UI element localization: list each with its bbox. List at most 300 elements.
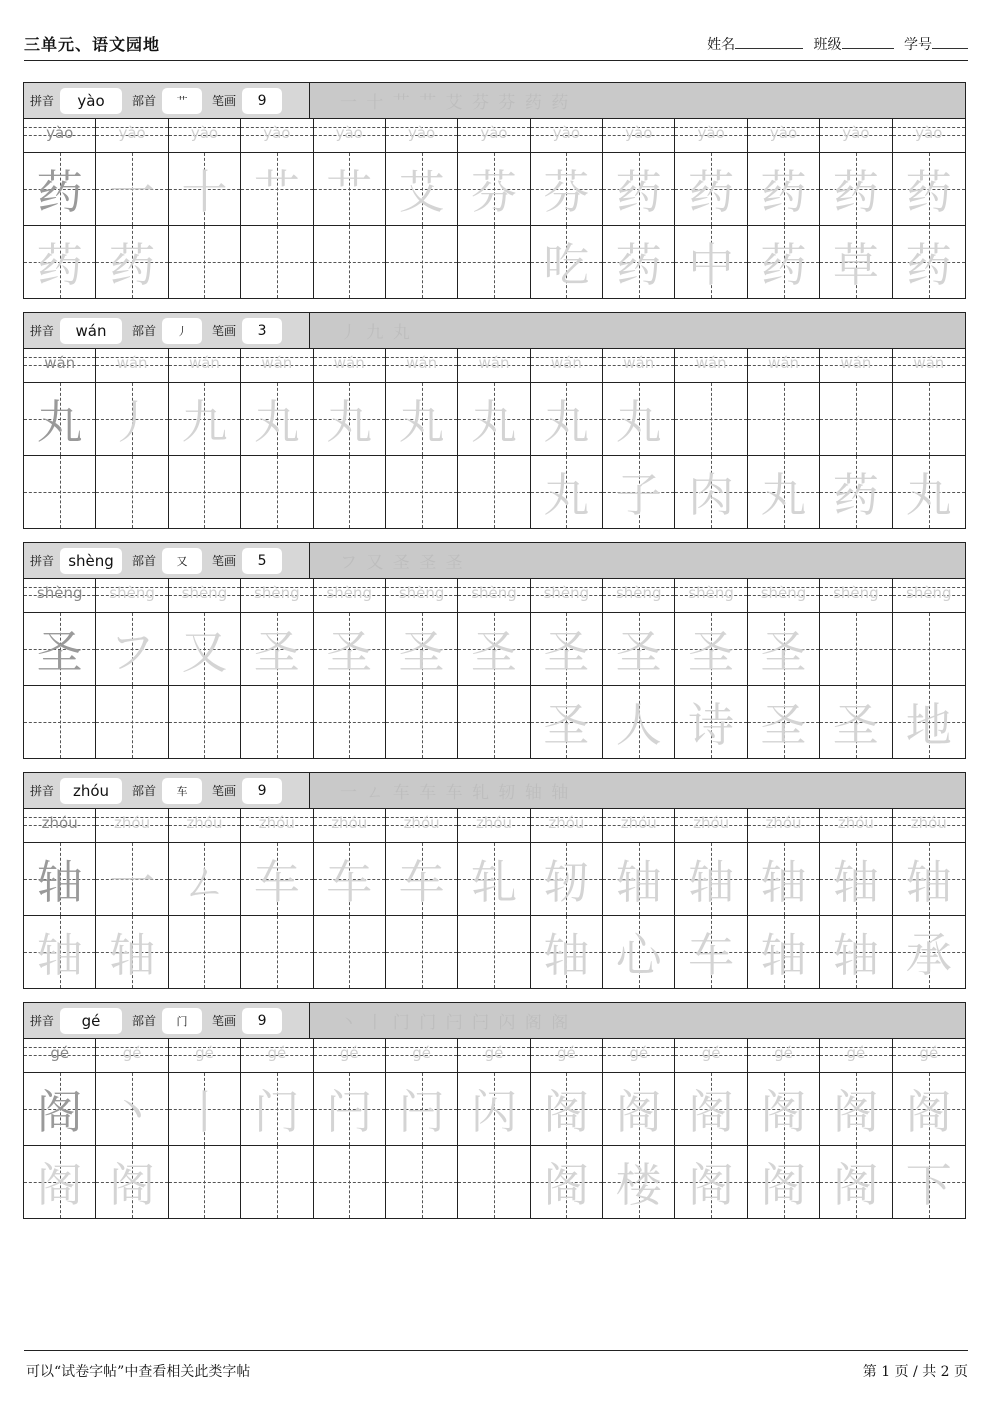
stroke-order-sequence: フ 又 圣 圣 圣 — [310, 543, 965, 578]
pinyin-cell[interactable] — [314, 119, 386, 152]
pinyin-cell[interactable] — [241, 809, 313, 842]
pinyin-cell[interactable] — [893, 579, 965, 612]
writing-cell[interactable] — [314, 1073, 386, 1145]
writing-cell[interactable] — [675, 383, 747, 455]
pinyin-cell[interactable] — [458, 349, 530, 382]
pinyin-cell[interactable] — [675, 1039, 747, 1072]
pinyin-cell[interactable] — [169, 579, 241, 612]
writing-cell[interactable] — [820, 226, 892, 298]
pinyin-trace: wán — [116, 354, 148, 372]
writing-cell[interactable] — [820, 843, 892, 915]
pinyin-trace: yào — [335, 124, 363, 142]
pinyin-trace: yào — [915, 124, 943, 142]
writing-cell[interactable] — [458, 916, 530, 988]
writing-cell[interactable] — [314, 153, 386, 225]
pinyin-cell[interactable] — [169, 809, 241, 842]
pinyin-trace: shèng — [471, 584, 517, 602]
writing-cell[interactable] — [386, 383, 458, 455]
writing-cell[interactable] — [314, 226, 386, 298]
writing-cell[interactable] — [24, 456, 96, 528]
pinyin-cell[interactable] — [24, 809, 96, 842]
writing-cell[interactable] — [386, 613, 458, 685]
writing-cell[interactable] — [531, 613, 603, 685]
writing-cell[interactable] — [458, 613, 530, 685]
writing-cell[interactable] — [458, 1073, 530, 1145]
writing-cell[interactable] — [531, 686, 603, 758]
pinyin-cell[interactable] — [893, 1039, 965, 1072]
writing-cell[interactable] — [603, 383, 675, 455]
pinyin-cell[interactable] — [96, 809, 168, 842]
writing-cell[interactable] — [675, 1146, 747, 1218]
pinyin-cell[interactable] — [675, 349, 747, 382]
pinyin-cell[interactable] — [24, 579, 96, 612]
writing-cell[interactable] — [169, 916, 241, 988]
pinyin-trace: zhóu — [258, 814, 295, 832]
writing-cell[interactable] — [820, 383, 892, 455]
writing-cell[interactable] — [169, 843, 241, 915]
writing-cell[interactable] — [675, 153, 747, 225]
pinyin-label: 拼音 — [30, 784, 55, 798]
writing-cell[interactable] — [241, 843, 313, 915]
writing-cell[interactable] — [820, 916, 892, 988]
pinyin-cell[interactable] — [386, 579, 458, 612]
pinyin-cell[interactable] — [314, 1039, 386, 1072]
pinyin-trace: wán — [44, 354, 76, 372]
trace-char: 一 — [109, 165, 156, 219]
pinyin-trace: gé — [919, 1044, 939, 1062]
pinyin-cell[interactable] — [531, 809, 603, 842]
writing-cell[interactable] — [603, 1146, 675, 1218]
writing-cell[interactable] — [386, 1073, 458, 1145]
writing-cell[interactable] — [458, 383, 530, 455]
writing-cell[interactable] — [603, 686, 675, 758]
pinyin-cell[interactable] — [531, 349, 603, 382]
writing-cell[interactable] — [603, 916, 675, 988]
practice-grid — [23, 579, 966, 759]
writing-cell[interactable] — [169, 383, 241, 455]
writing-cell[interactable] — [893, 686, 965, 758]
pinyin-cell[interactable] — [169, 119, 241, 152]
writing-cell[interactable] — [748, 456, 820, 528]
trace-char: 车 — [326, 855, 373, 909]
trace-char: 丸 — [615, 395, 662, 449]
trace-char: 丨 — [181, 1085, 228, 1139]
writing-cell[interactable] — [96, 1146, 168, 1218]
pinyin-trace: shèng — [688, 584, 734, 602]
pinyin-cell[interactable] — [820, 1039, 892, 1072]
pinyin-cell[interactable] — [169, 1039, 241, 1072]
trace-char: 丶 — [109, 1085, 156, 1139]
stroke-order-sequence: 丶 丨 门 门 闩 闩 闪 阁 阁 — [310, 1003, 965, 1038]
strokes-label: 笔画 — [212, 94, 237, 108]
pinyin-cell[interactable] — [675, 809, 747, 842]
writing-cell[interactable] — [603, 843, 675, 915]
pinyin-cell[interactable] — [820, 119, 892, 152]
writing-cell[interactable] — [603, 456, 675, 528]
writing-cell[interactable] — [820, 1146, 892, 1218]
writing-cell[interactable] — [241, 383, 313, 455]
pinyin-cell[interactable] — [748, 809, 820, 842]
pinyin-value: shèng — [60, 548, 122, 574]
pinyin-cell[interactable] — [820, 579, 892, 612]
pinyin-cell[interactable] — [386, 809, 458, 842]
writing-cell[interactable] — [458, 226, 530, 298]
trace-char: 药 — [615, 238, 662, 292]
pinyin-cell[interactable] — [531, 1039, 603, 1072]
writing-cell[interactable] — [748, 686, 820, 758]
trace-char: 人 — [615, 698, 662, 752]
pinyin-cell[interactable] — [748, 119, 820, 152]
writing-cell[interactable] — [531, 456, 603, 528]
writing-cell[interactable] — [169, 153, 241, 225]
pinyin-cell[interactable] — [241, 579, 313, 612]
pinyin-cell[interactable] — [893, 809, 965, 842]
trace-char: 阁 — [615, 1085, 662, 1139]
writing-cell[interactable] — [241, 686, 313, 758]
char-info-bar — [23, 542, 966, 579]
char-info-bar — [23, 312, 966, 349]
pinyin-cell[interactable] — [241, 119, 313, 152]
writing-cell[interactable] — [96, 843, 168, 915]
pinyin-cell[interactable] — [458, 809, 530, 842]
stroke-order-sequence: 一 ㄥ 车 车 车 轧 轫 轴 轴 — [310, 773, 965, 808]
pinyin-cell[interactable] — [96, 349, 168, 382]
trace-char: 吃 — [543, 238, 590, 292]
writing-cell[interactable] — [531, 916, 603, 988]
pinyin-cell[interactable] — [675, 119, 747, 152]
writing-cell[interactable] — [675, 1073, 747, 1145]
student-fields — [707, 34, 968, 54]
writing-cell[interactable] — [314, 383, 386, 455]
writing-cell[interactable] — [169, 1073, 241, 1145]
writing-cell[interactable] — [24, 1146, 96, 1218]
trace-char: 阁 — [543, 1158, 590, 1212]
writing-cell[interactable] — [24, 843, 96, 915]
writing-cell[interactable] — [241, 1073, 313, 1145]
pinyin-cell[interactable] — [24, 119, 96, 152]
pinyin-cell[interactable] — [603, 579, 675, 612]
pinyin-trace: zhóu — [186, 814, 223, 832]
writing-cell[interactable] — [675, 456, 747, 528]
pinyin-cell[interactable] — [96, 119, 168, 152]
trace-char: 药 — [36, 238, 83, 292]
pinyin-cell[interactable] — [893, 349, 965, 382]
writing-cell[interactable] — [458, 1146, 530, 1218]
pinyin-trace: zhóu — [548, 814, 585, 832]
writing-cell[interactable] — [169, 456, 241, 528]
writing-cell[interactable] — [675, 613, 747, 685]
trace-char: 轫 — [543, 855, 590, 909]
writing-cell[interactable] — [893, 456, 965, 528]
radical-value: 车 — [162, 778, 202, 804]
pinyin-trace: wán — [695, 354, 727, 372]
writing-cell[interactable] — [748, 1146, 820, 1218]
writing-cell[interactable] — [169, 226, 241, 298]
pinyin-cell[interactable] — [169, 349, 241, 382]
pinyin-trace: wán — [188, 354, 220, 372]
writing-cell[interactable] — [386, 686, 458, 758]
writing-cell[interactable] — [820, 153, 892, 225]
writing-cell[interactable] — [748, 843, 820, 915]
writing-cell[interactable] — [386, 226, 458, 298]
trace-char: 丸 — [905, 468, 952, 522]
pinyin-cell[interactable] — [458, 579, 530, 612]
writing-cell[interactable] — [314, 686, 386, 758]
writing-cell[interactable] — [24, 686, 96, 758]
pinyin-trace: shèng — [833, 584, 879, 602]
writing-cell[interactable] — [748, 153, 820, 225]
name-field[interactable] — [735, 34, 803, 49]
trace-char: 阁 — [109, 1158, 156, 1212]
trace-char: 心 — [615, 928, 662, 982]
trace-char: 圣 — [543, 698, 590, 752]
writing-cell[interactable] — [820, 456, 892, 528]
writing-cell[interactable] — [314, 456, 386, 528]
writing-cell[interactable] — [531, 226, 603, 298]
writing-cell[interactable] — [603, 613, 675, 685]
pinyin-cell[interactable] — [458, 1039, 530, 1072]
writing-cell[interactable] — [386, 153, 458, 225]
trace-char: 一 — [109, 855, 156, 909]
pinyin-trace: wán — [478, 354, 510, 372]
writing-cell[interactable] — [386, 916, 458, 988]
radical-label: 部首 — [132, 324, 157, 338]
writing-cell[interactable] — [748, 916, 820, 988]
writing-cell[interactable] — [24, 383, 96, 455]
pinyin-trace: zhóu — [620, 814, 657, 832]
pinyin-trace: shèng — [36, 584, 83, 602]
char-meta — [24, 543, 310, 578]
pinyin-cell[interactable] — [314, 579, 386, 612]
pinyin-cell[interactable] — [241, 349, 313, 382]
pinyin-cell[interactable] — [603, 809, 675, 842]
writing-cell[interactable] — [96, 1073, 168, 1145]
writing-cell[interactable] — [169, 686, 241, 758]
char-block — [23, 542, 966, 759]
pinyin-trace: wán — [333, 354, 365, 372]
char-meta — [24, 773, 310, 808]
writing-cell[interactable] — [96, 153, 168, 225]
trace-char: 圣 — [832, 698, 879, 752]
trace-char: 药 — [109, 238, 156, 292]
pinyin-trace: wán — [261, 354, 293, 372]
writing-cell[interactable] — [893, 1146, 965, 1218]
writing-cell[interactable] — [96, 383, 168, 455]
writing-cell[interactable] — [96, 456, 168, 528]
trace-char: 药 — [760, 165, 807, 219]
pinyin-cell[interactable] — [603, 119, 675, 152]
pinyin-trace: shèng — [615, 584, 662, 602]
pinyin-trace: yào — [118, 124, 146, 142]
practice-grid — [23, 349, 966, 529]
writing-cell[interactable] — [893, 1073, 965, 1145]
pinyin-trace: zhóu — [693, 814, 730, 832]
writing-cell[interactable] — [241, 916, 313, 988]
trace-char: 阁 — [688, 1158, 735, 1212]
pinyin-trace: shèng — [326, 584, 373, 602]
pinyin-trace: zhóu — [114, 814, 151, 832]
pinyin-trace: gé — [629, 1044, 649, 1062]
writing-cell[interactable] — [531, 1073, 603, 1145]
pinyin-cell[interactable] — [241, 1039, 313, 1072]
writing-cell[interactable] — [820, 613, 892, 685]
writing-cell[interactable] — [241, 226, 313, 298]
trace-char: ㄥ — [181, 855, 228, 909]
writing-cell[interactable] — [96, 226, 168, 298]
pinyin-label: 拼音 — [30, 94, 55, 108]
writing-cell[interactable] — [893, 843, 965, 915]
pinyin-cell[interactable] — [603, 349, 675, 382]
pinyin-cell[interactable] — [531, 579, 603, 612]
pinyin-cell[interactable] — [748, 349, 820, 382]
pinyin-cell[interactable] — [314, 349, 386, 382]
writing-cell[interactable] — [458, 153, 530, 225]
id-field[interactable] — [932, 34, 968, 49]
writing-cell[interactable] — [24, 153, 96, 225]
writing-cell[interactable] — [748, 226, 820, 298]
trace-char: 车 — [688, 928, 735, 982]
pinyin-cell[interactable] — [820, 349, 892, 382]
writing-cell[interactable] — [241, 153, 313, 225]
writing-cell[interactable] — [893, 613, 965, 685]
trace-char: フ — [109, 625, 156, 679]
writing-cell[interactable] — [386, 843, 458, 915]
trace-char: 芬 — [470, 165, 517, 219]
writing-cell[interactable] — [169, 1146, 241, 1218]
writing-cell[interactable] — [314, 843, 386, 915]
writing-cell[interactable] — [748, 613, 820, 685]
pinyin-trace: shèng — [906, 584, 952, 602]
trace-char: 阁 — [832, 1158, 879, 1212]
writing-cell[interactable] — [893, 153, 965, 225]
writing-cell[interactable] — [24, 916, 96, 988]
trace-char: 轴 — [615, 855, 662, 909]
writing-cell[interactable] — [458, 456, 530, 528]
trace-char: 闩 — [326, 1085, 373, 1139]
writing-cell[interactable] — [675, 226, 747, 298]
pinyin-trace: wán — [406, 354, 438, 372]
writing-cell[interactable] — [314, 916, 386, 988]
writing-cell[interactable] — [24, 1073, 96, 1145]
trace-char: 肉 — [688, 468, 735, 522]
writing-cell[interactable] — [386, 456, 458, 528]
writing-cell[interactable] — [241, 1146, 313, 1218]
trace-char: 车 — [253, 855, 300, 909]
writing-cell[interactable] — [314, 613, 386, 685]
writing-cell[interactable] — [675, 686, 747, 758]
trace-char: 药 — [36, 165, 83, 219]
writing-cell[interactable] — [531, 1146, 603, 1218]
pinyin-cell[interactable] — [314, 809, 386, 842]
writing-cell[interactable] — [96, 916, 168, 988]
pinyin-trace: gé — [122, 1044, 142, 1062]
strokes-label: 笔画 — [212, 554, 237, 568]
pinyin-cell[interactable] — [603, 1039, 675, 1072]
char-info-bar — [23, 82, 966, 119]
writing-cell[interactable] — [169, 613, 241, 685]
writing-cell[interactable] — [603, 226, 675, 298]
pinyin-cell[interactable] — [820, 809, 892, 842]
writing-cell[interactable] — [748, 1073, 820, 1145]
pinyin-cell[interactable] — [24, 349, 96, 382]
writing-cell[interactable] — [24, 613, 96, 685]
writing-cell[interactable] — [458, 843, 530, 915]
writing-cell[interactable] — [24, 226, 96, 298]
pinyin-cell[interactable] — [96, 1039, 168, 1072]
writing-cell[interactable] — [820, 686, 892, 758]
writing-cell[interactable] — [241, 456, 313, 528]
pinyin-cell[interactable] — [893, 119, 965, 152]
pinyin-cell[interactable] — [386, 1039, 458, 1072]
writing-cell[interactable] — [603, 153, 675, 225]
pinyin-cell[interactable] — [675, 579, 747, 612]
writing-cell[interactable] — [531, 843, 603, 915]
pinyin-trace: zhóu — [765, 814, 802, 832]
writing-cell[interactable] — [603, 1073, 675, 1145]
writing-cell[interactable] — [820, 1073, 892, 1145]
writing-cell[interactable] — [531, 383, 603, 455]
pinyin-cell[interactable] — [458, 119, 530, 152]
char-meta — [24, 1003, 310, 1038]
pinyin-trace: gé — [267, 1044, 287, 1062]
trace-char: 丿 — [109, 395, 156, 449]
footer-note: 可以“试卷字帖”中查看相关此类字帖 — [26, 1364, 251, 1380]
trace-char: 下 — [905, 1158, 952, 1212]
pinyin-cell[interactable] — [748, 579, 820, 612]
pinyin-cell[interactable] — [531, 119, 603, 152]
pinyin-trace: yào — [263, 124, 291, 142]
pinyin-trace: yào — [842, 124, 870, 142]
trace-char: 圣 — [760, 698, 807, 752]
pinyin-trace: zhóu — [910, 814, 947, 832]
writing-cell[interactable] — [458, 686, 530, 758]
pinyin-cell[interactable] — [386, 119, 458, 152]
trace-char: 九 — [181, 395, 228, 449]
radical-label: 部首 — [132, 784, 157, 798]
writing-cell[interactable] — [748, 383, 820, 455]
writing-cell[interactable] — [893, 226, 965, 298]
pinyin-label: 拼音 — [30, 324, 55, 338]
pinyin-trace: yào — [407, 124, 436, 142]
trace-char: 轧 — [470, 855, 517, 909]
trace-char: 轴 — [832, 855, 879, 909]
pinyin-cell[interactable] — [386, 349, 458, 382]
radical-value: 又 — [162, 548, 202, 574]
trace-char: 草 — [832, 238, 879, 292]
writing-cell[interactable] — [675, 843, 747, 915]
pinyin-cell[interactable] — [24, 1039, 96, 1072]
trace-char: 艹 — [326, 165, 373, 219]
pinyin-cell[interactable] — [748, 1039, 820, 1072]
writing-cell[interactable] — [675, 916, 747, 988]
writing-cell[interactable] — [531, 153, 603, 225]
writing-cell[interactable] — [96, 686, 168, 758]
writing-cell[interactable] — [96, 613, 168, 685]
writing-cell[interactable] — [893, 383, 965, 455]
pinyin-trace: wán — [623, 354, 655, 372]
writing-cell[interactable] — [386, 1146, 458, 1218]
trace-char: 阁 — [543, 1085, 590, 1139]
trace-char: 地 — [905, 698, 952, 752]
writing-cell[interactable] — [893, 916, 965, 988]
pinyin-cell[interactable] — [96, 579, 168, 612]
writing-cell[interactable] — [241, 613, 313, 685]
class-field[interactable] — [842, 34, 894, 49]
pinyin-value: gé — [60, 1008, 122, 1034]
writing-cell[interactable] — [314, 1146, 386, 1218]
pinyin-trace: gé — [774, 1044, 793, 1062]
trace-char: 圣 — [543, 625, 590, 679]
